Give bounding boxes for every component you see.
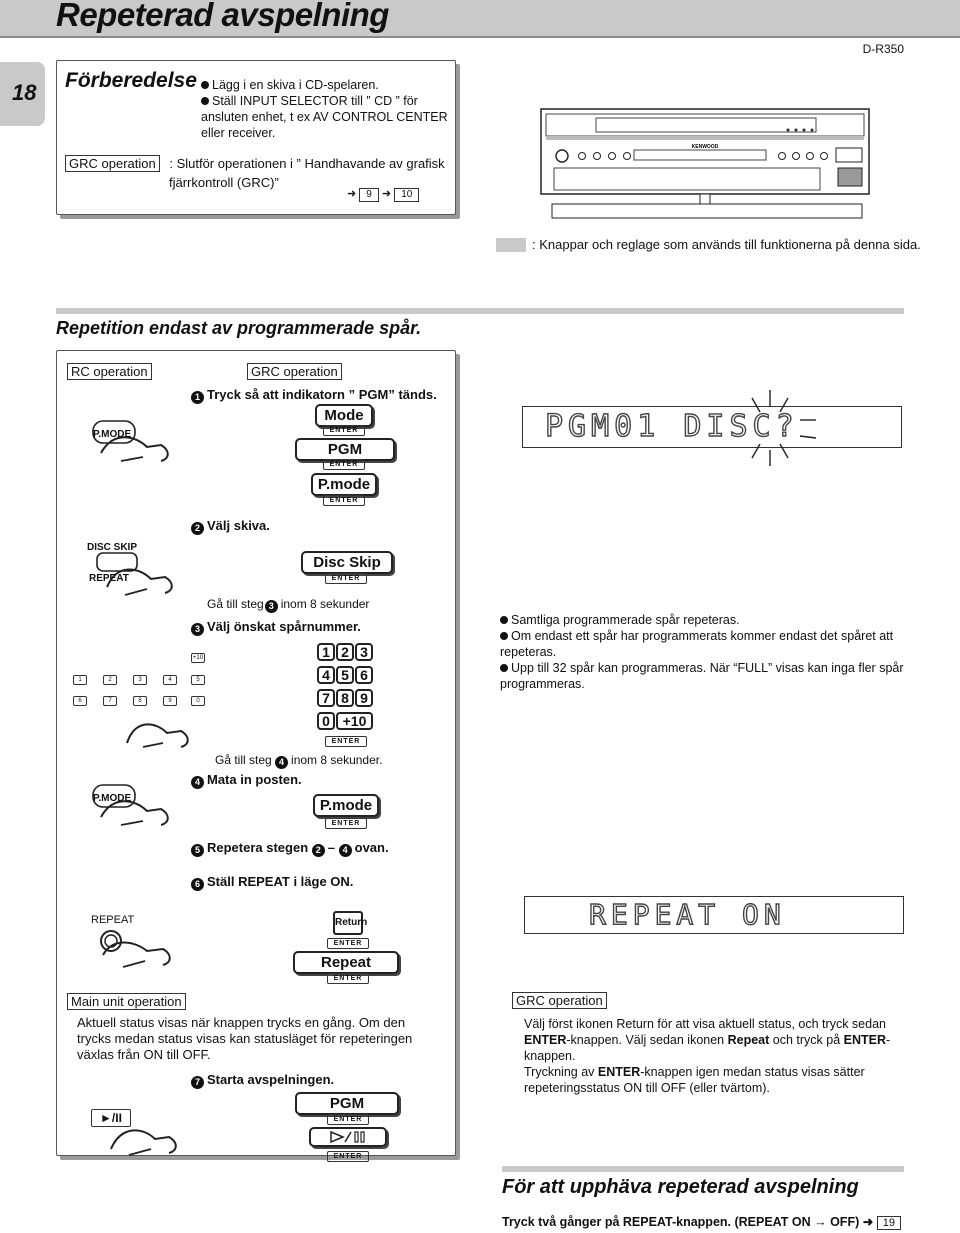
lcd-display-repeat [524,896,904,934]
grc-key-8[interactable]: 8 [336,689,354,707]
rc-repeat-label: REPEAT [91,914,135,926]
grc-key-plus10[interactable]: +10 [336,712,373,730]
cd-player-illustration [540,108,870,220]
grc-key-4[interactable]: 4 [317,666,335,684]
section-title: Repetition endast av programmerade spår. [56,318,422,338]
prep-heading: Förberedelse [65,69,197,92]
grc-number-keys [317,643,387,747]
step-1: 1 Tryck så att indikatorn ” PGM” tänds. [191,387,437,404]
disc-skip-button[interactable]: Disc Skip [301,551,393,574]
step-5: 5 Repetera stegen 2 – 4 ovan. [191,840,389,857]
prep-bullets [201,77,451,141]
steps-box [56,350,456,1160]
mode-button[interactable]: Mode [315,404,373,427]
enter-label: ENTER [325,736,367,747]
hand-press-icon [89,927,179,971]
lcd-text: REPEAT ON [589,898,786,931]
page-ref-9[interactable]: 9 [359,188,379,202]
rc-disc-skip-label: DISC SKIP [87,542,138,553]
arrow-icon: ➜ [862,1215,874,1229]
lcd-text: PGM01 DISC? [545,409,799,444]
play-pause-grc-button[interactable] [309,1127,387,1147]
pgm-button[interactable]: PGM [295,1092,399,1115]
grc-section-right [512,992,908,1096]
goto-step-4: Gå till steg 4 inom 8 sekunder. [215,753,383,767]
lcd-display-pgm [522,406,902,448]
cancel-rule [502,1166,904,1172]
enter-label: ENTER [323,495,365,506]
note-item: Om endast ett spår har programmerats kommer endast det spåret att repeteras. [500,629,894,659]
step-number-3: 3 [191,623,204,636]
step-number-7: 7 [191,1076,204,1089]
hand-press-icon [91,417,175,463]
step-number-6: 6 [191,878,204,891]
rc-key-7[interactable]: 7 [103,696,117,706]
rc-repeat-sub-label: REPEAT [89,573,129,584]
grc-operation-tag: GRC operation [65,155,160,172]
rc-key-5[interactable]: 5 [191,675,205,685]
enter-label: ENTER [325,573,367,584]
step-number-1: 1 [191,391,204,404]
model-label: D-R350 [862,42,904,56]
grc-key-2[interactable]: 2 [336,643,354,661]
bullet-icon [500,616,508,624]
pgm-button[interactable]: PGM [295,438,395,461]
return-button[interactable]: Return [333,911,363,935]
prep-bullet-2: Ställ INPUT SELECTOR till ” CD ” för ansluten enhet, t ex AV CONTROL CENTER eller receiver. [201,94,448,140]
title-bar [0,0,960,38]
enter-label: ENTER [325,818,367,829]
page-number-tab [0,62,45,126]
pmode-button[interactable]: P.mode [313,794,379,817]
arrow-icon: ➜ [381,188,392,200]
legend-text: : Knappar och reglage som används till funktionerna på denna sida. [532,237,921,252]
rc-operation-tag: RC operation [67,363,152,380]
step-2: 2 Välj skiva. [191,518,270,535]
goto-step-3: Gå till steg 3 inom 8 sekunder [207,597,370,611]
brand-logo: KENWOOD [691,144,719,150]
page-ref-10[interactable]: 10 [394,188,419,202]
cancel-title: För att upphäva repeterad avspelning [502,1176,859,1198]
rc-key-2[interactable]: 2 [103,675,117,685]
page-title: Repeterad avspelning [56,0,389,33]
prep-grc-line2: fjärrkontroll (GRC)” [169,175,279,190]
grc-key-5[interactable]: 5 [336,666,354,684]
bullet-icon [201,81,209,89]
blink-indicator-icon [720,386,820,470]
page-number: 18 [12,80,37,105]
grc-return-text: Välj först ikonen Return för att visa aktuell status, och tryck sedan ENTER-knappen. Välj sedan ikonen Repeat och tryck på ENTER- knappen. Tryckning av ENTER-knappen igen medan status visas sätter repeteringsstatus ON till OFF (eller tvärtom). [524,1017,891,1095]
grc-operation-tag: GRC operation [512,992,607,1009]
pmode-button[interactable]: P.mode [311,473,377,496]
main-unit-text: Aktuell status visas när knappen trycks en gång. Om den trycks medan status visas kan statusläget för repeteringen växlas från ON till OFF. [77,1015,413,1062]
grc-key-6[interactable]: 6 [355,666,373,684]
play-pause-icon [311,1129,385,1145]
step-number-3: 3 [265,600,278,613]
step-6: 6 Ställ REPEAT i läge ON. [191,874,353,891]
step-number-2: 2 [191,522,204,535]
prep-grc-line: GRC operation : Slutför operationen i ” Handhavande av grafisk [65,155,455,172]
step-number-5: 5 [191,844,204,857]
step-7: 7 Starta avspelningen. [191,1072,334,1089]
step-number-4: 4 [275,756,288,769]
page-reference [347,187,419,202]
enter-label: ENTER [323,425,365,436]
grc-key-0[interactable]: 0 [317,712,335,730]
rc-key-0[interactable]: 0 [191,696,205,706]
grc-operation-tag: GRC operation [247,363,342,380]
note-item: Upp till 32 spår kan programmeras. När “FULL” visas kan inga fler spår programmeras. [500,661,904,691]
rc-key-3[interactable]: 3 [133,675,147,685]
rc-pmode-label: P.MODE [93,429,132,440]
bullet-icon [500,664,508,672]
arrow-icon: ➜ [347,188,357,200]
note-item: Samtliga programmerade spår repeteras. [500,612,912,628]
step-number-4: 4 [339,844,352,857]
page-ref-19[interactable]: 19 [877,1216,901,1230]
enter-label: ENTER [327,938,369,949]
enter-label: ENTER [327,1151,369,1162]
cancel-text-row [502,1214,901,1230]
bullet-icon [500,632,508,640]
rc-key-4[interactable]: 4 [163,675,177,685]
play-pause-icon: ►/II [100,1111,122,1125]
notes-list [500,612,912,692]
grc-key-7[interactable]: 7 [317,689,335,707]
legend-swatch [496,238,526,252]
section-rule [56,308,904,314]
hand-press-icon [97,1113,179,1157]
rc-key-6[interactable]: 6 [73,696,87,706]
rc-key-1[interactable]: 1 [73,675,87,685]
main-unit-tag-row [67,993,186,1010]
rc-pmode-label: P.MODE [93,793,132,804]
rc-number-keys [73,675,213,709]
step-3: 3 Välj önskat spårnummer. [191,619,361,636]
enter-label: ENTER [327,1114,369,1125]
preparation-box [56,60,456,215]
prep-bullet-1: Lägg i en skiva i CD-spelaren. [201,77,451,93]
hand-press-icon [93,551,177,597]
rc-key-8[interactable]: 8 [133,696,147,706]
grc-key-1[interactable]: 1 [317,643,335,661]
hand-press-icon [91,781,175,827]
hand-press-icon [113,709,193,749]
rc-key-plus10[interactable]: +10 [192,655,204,661]
cancel-text: Tryck två gånger på REPEAT-knappen. (REPEAT ON → OFF) [502,1215,860,1229]
main-unit-operation-tag: Main unit operation [67,993,186,1010]
grc-key-3[interactable]: 3 [355,643,373,661]
repeat-button[interactable]: Repeat [293,951,399,974]
enter-label: ENTER [323,459,365,470]
rc-key-9[interactable]: 9 [163,696,177,706]
enter-label: ENTER [327,973,369,984]
grc-key-9[interactable]: 9 [355,689,373,707]
step-number-4: 4 [191,776,204,789]
bullet-icon [201,97,209,105]
step-number-2: 2 [312,844,325,857]
step-4: 4 Mata in posten. [191,772,302,789]
